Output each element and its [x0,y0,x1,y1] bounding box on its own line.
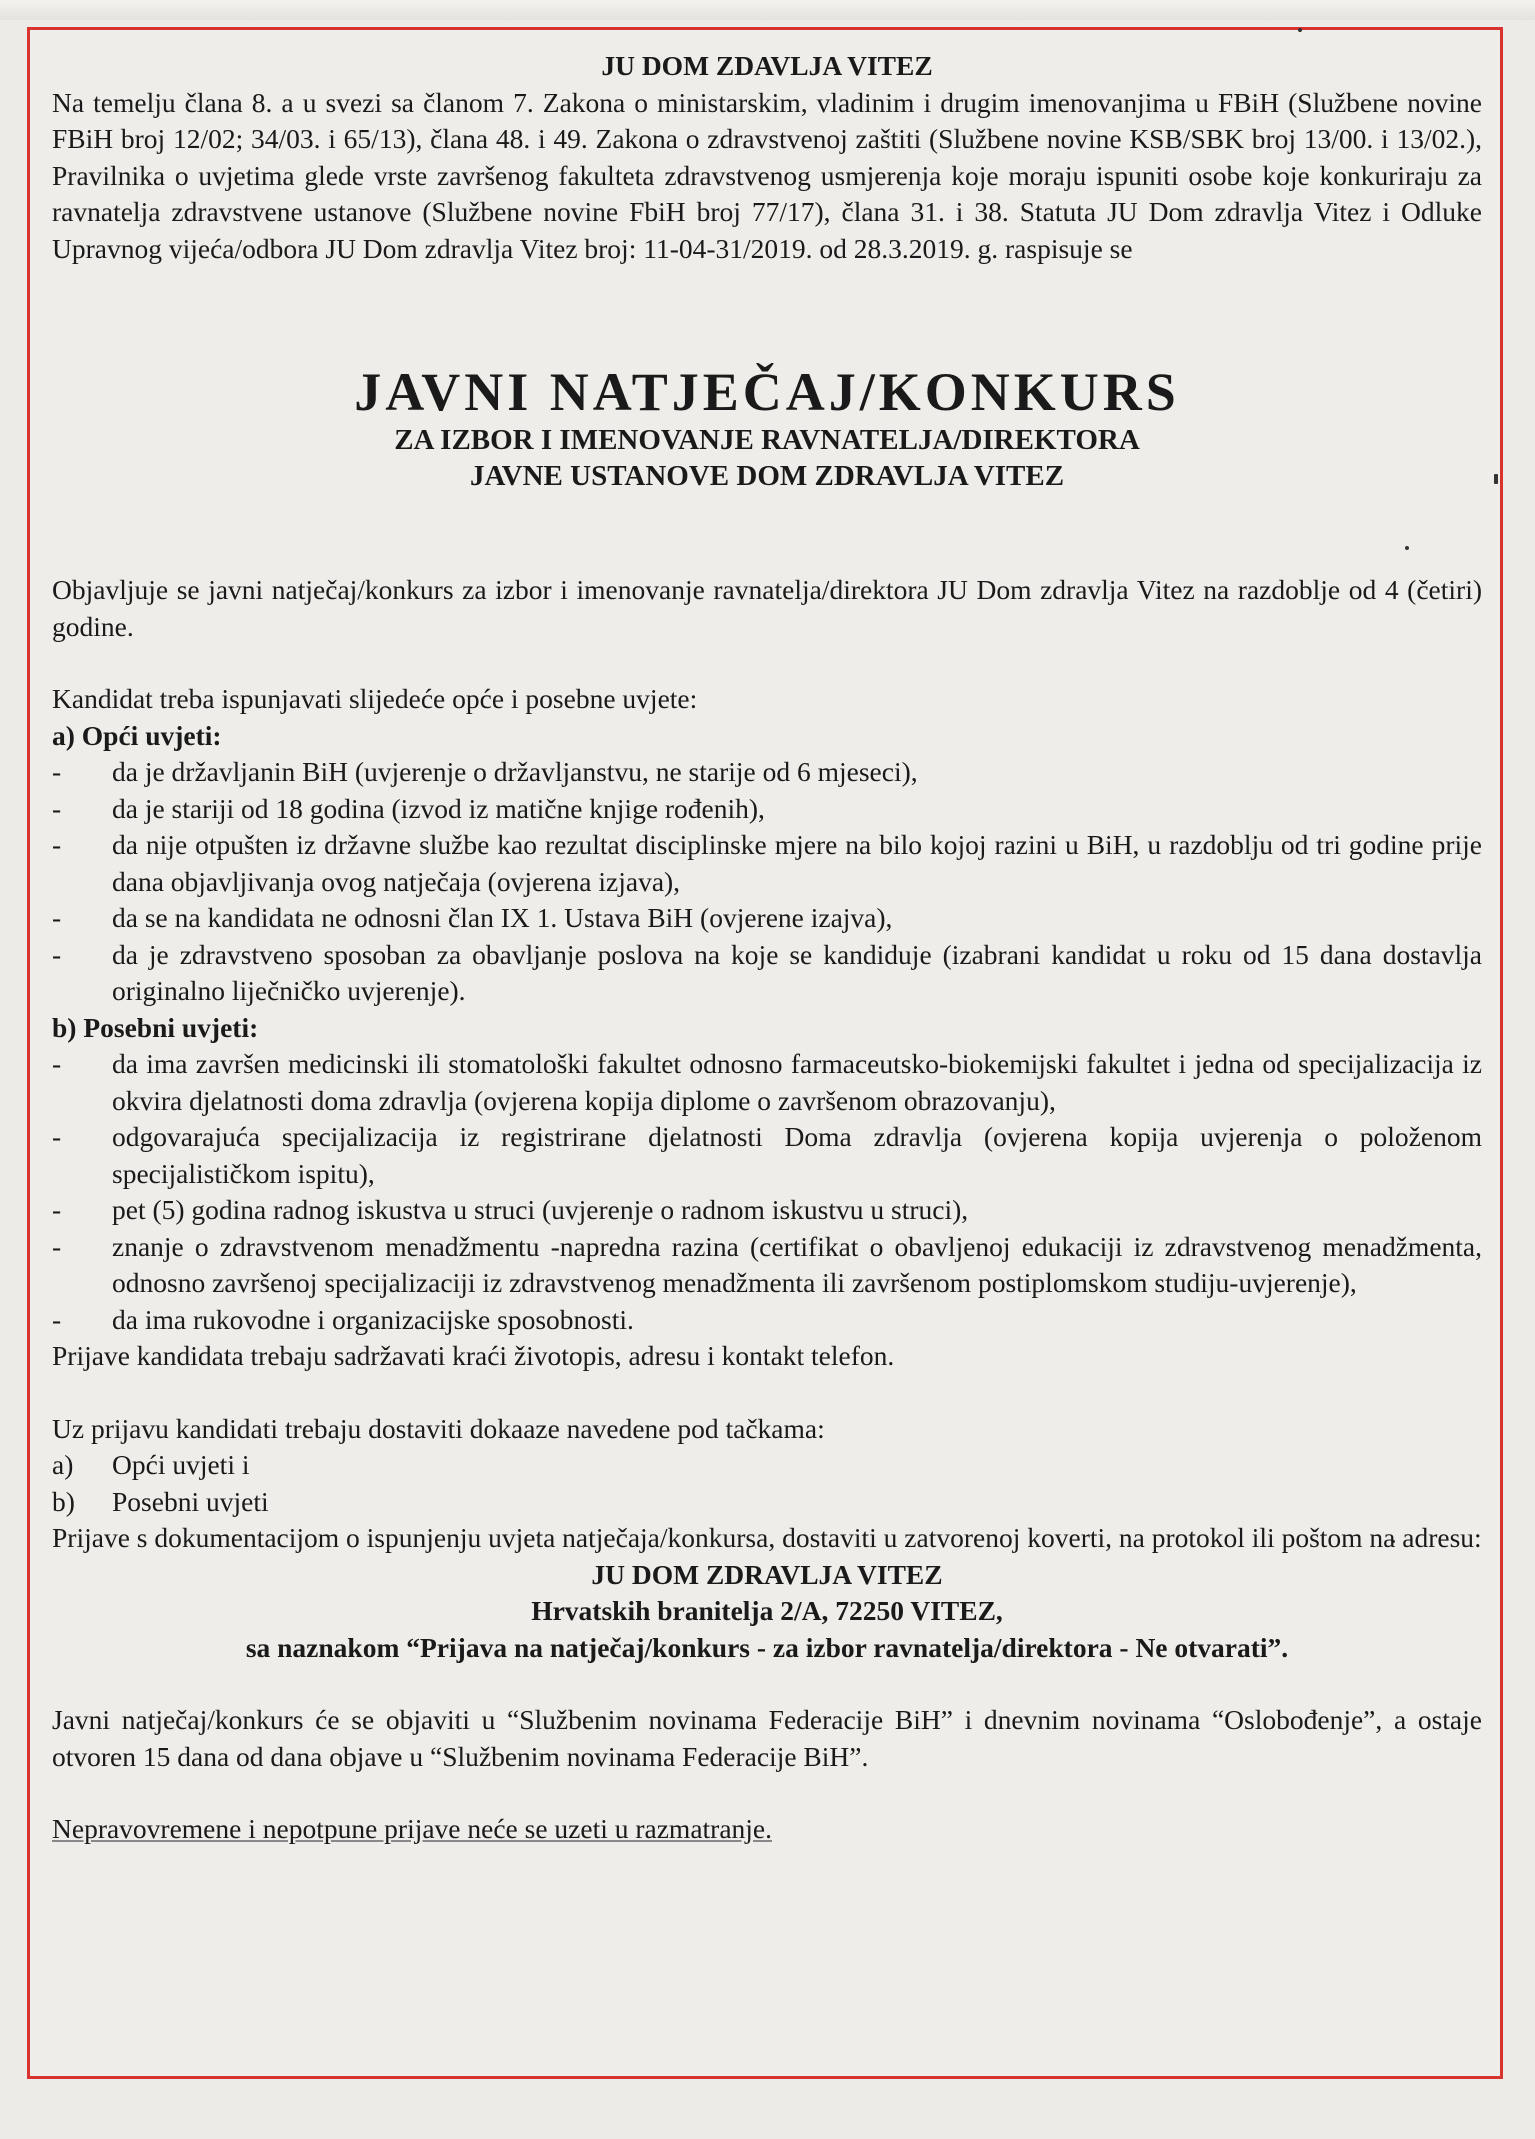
dash-bullet: - [52,938,62,970]
list-item [52,827,1482,900]
general-conditions-heading: a) Opći uvjeti: [52,719,222,751]
print-speck [1298,28,1302,32]
submission-paragraph: Prijave s dokumentacijom o ispunjenju uvjeta natječaja/konkursa, dostaviti u zatvorenoj koverti, na protokol ili poštom na adresu: [52,1522,1482,1553]
list-item [52,1046,1482,1119]
list-item [52,791,1482,828]
application-contents: Prijave kandidata trebaju sadržavati kraći životopis, adresu i kontakt telefon. [52,1340,895,1371]
list-item [52,900,1482,937]
list-item-text: odgovarajuća specijalizacija iz registrirane djelatnosti Doma zdravlja (ovjerena kopija uvjerenja o položenom specijalističkom ispitu), [112,1121,1482,1189]
evidence-item-text: Opći uvjeti i [112,1449,250,1480]
organization-name: JU DOM ZDAVLJA VITEZ [601,50,933,81]
dash-bullet: - [52,902,62,933]
list-item [52,1119,1482,1192]
publication-paragraph: Javni natječaj/konkurs će se objaviti u “Službenim novinama Federacije BiH” i dnevnim novinama “Oslobođenje”, a ostaje otvoren 15 dana od dana objave u “Službenim novinama Federacije BiH”. [52,1704,1482,1772]
list-item [52,1192,1482,1229]
conditions-intro: Kandidat treba ispunjavati slijedeće opće i posebne uvjete: [52,683,698,714]
list-item-text: da je državljanin BiH (uvjerenje o državljanstvu, ne starije od 6 mjeseci), [112,756,918,787]
list-item [52,1302,1482,1339]
print-speck [1494,474,1498,484]
dash-bullet: - [52,1230,62,1262]
dash-bullet: - [52,1303,62,1335]
list-item-text: da je stariji od 18 godina (izvod iz matične knjige rođenih), [112,792,765,824]
list-item-text: da ima rukovodne i organizacijske sposobnosti. [112,1303,634,1335]
dash-bullet: - [52,1194,62,1225]
special-conditions-heading: b) Posebni uvjeti: [52,1011,259,1043]
dash-bullet: - [52,792,62,824]
dash-bullet: - [52,1048,62,1079]
evidence-item-text: Posebni uvjeti [112,1485,269,1517]
dash-bullet: - [52,829,62,860]
intro-paragraph: Objavljuje se javni natječaj/konkurs za izbor i imenovanje ravnatelja/direktora JU Dom zdravlja Vitez na razdoblje od 4 (četiri) godine. [52,574,1482,642]
address-note: sa naznakom “Prijava na natječaj/konkurs - za izbor ravnatelja/direktora - Ne otvarati”. [245,1631,1289,1663]
list-item [52,937,1482,1010]
list-item [52,754,1482,791]
evidence-item-label: a) [52,1449,74,1480]
notice-content [52,48,1482,1848]
legal-preamble: Na temelju člana 8. a u svezi sa članom 7. Zakona o ministarskim, vladinim i drugim imenovanjima u FBiH (Službene novine FBiH broj 12/02; 34/03. i 65/13), člana 48. i 49. Zakona o zdravstvenoj zaštiti (Službene novine KSB/SBK broj 13/00. i 13/02.), Pravilnika o uvjetima glede vrste završenog fakulteta zdravstvenog usmjerenja koje moraju ispuniti osobe koje konkuriraju za ravnatelja zdravstvene ustanove (Službene novine FbiH broj 77/17), člana 31. i 38. Statuta JU Dom zdravlja Vitez i Odluke Upravnog vijeća/odbora JU Dom zdravlja Vitez broj: 11-04-31/2019. od 28.3.2019. g. raspisuje se [52,86,1482,264]
closing-note: Nepravovremene i nepotpune prijave neće se uzeti u razmatranje. [52,1813,772,1844]
notice-subtitle-line-1: ZA IZBOR I IMENOVANJE RAVNATELJA/DIREKTORA [394,424,1140,456]
evidence-intro: Uz prijavu kandidati trebaju dostaviti dokaaze navedene pod tačkama: [52,1412,825,1444]
dash-bullet: - [52,1121,62,1152]
dash-bullet: - [52,756,62,787]
list-item-text: da je zdravstveno sposoban za obavljanje poslova na koje se kandiduje (izabrani kandidat u roku od 15 dana dostavlja originalno liječničko uvjerenje). [112,938,1482,1006]
list-item [52,1229,1482,1302]
general-conditions-list [52,754,1482,1010]
evidence-item [52,1484,1482,1521]
evidence-item [52,1447,1482,1484]
address-org: JU DOM ZDRAVLJA VITEZ [591,1558,943,1590]
list-item-text: znanje o zdravstvenom menadžmentu -napredna razina (certifikat o obavljenoj edukaciji iz zdravstvenog menadžmenta, odnosno završenoj specijalizaciji iz zdravstvenog menadžmenta ili završenom postiplomskom studiju-uvjerenje), [112,1230,1482,1298]
list-item-text: da ima završen medicinski ili stomatološki fakultet odnosno farmaceutsko-biokemijski fakultet i jedna od specijalizacija iz okvira djelatnosti doma zdravlja (ovjerena kopija diplome o završenom obrazovanju), [112,1048,1482,1116]
page-top-edge [0,0,1535,20]
address-street: Hrvatskih branitelja 2/A, 72250 VITEZ, [531,1595,1003,1626]
list-item-text: da nije otpušten iz državne službe kao rezultat disciplinske mjere na bilo kojoj razini u BiH, u razdoblju od tri godine prije dana objavljivanja ovog natječaja (ovjerena izjava), [112,829,1482,897]
notice-title: JAVNI NATJEČAJ/KONKURS [354,362,1180,422]
notice-subtitle-line-2: JAVNE USTANOVE DOM ZDRAVLJA VITEZ [469,460,1065,492]
evidence-item-label: b) [52,1485,75,1517]
special-conditions-list [52,1046,1482,1338]
list-item-text: da se na kandidata ne odnosni član IX 1. Ustava BiH (ovjerene izajva), [112,902,893,933]
list-item-text: pet (5) godina radnog iskustva u struci (uvjerenje o radnom iskustvu u struci), [112,1194,969,1225]
